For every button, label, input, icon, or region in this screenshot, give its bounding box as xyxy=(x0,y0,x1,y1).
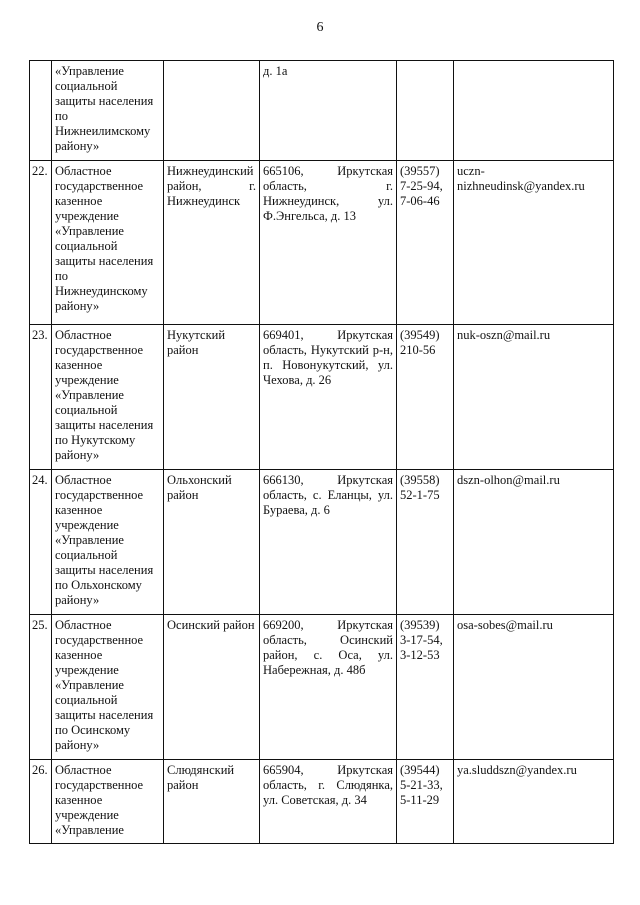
row-number: 26. xyxy=(30,760,52,844)
address: 666130, Иркутская область, с. Еланцы, ул. Бураева, д. 6 xyxy=(260,470,397,615)
district: Ольхонский район xyxy=(164,470,260,615)
address: 669200, Иркутская область, Осинский район, с. Оса, ул. Набережная, д. 48б xyxy=(260,615,397,760)
organization-name: Областное государственное казенное учреждение «Управление социальной защиты населения по Ольхонскому району» xyxy=(52,470,164,615)
row-number xyxy=(30,61,52,161)
district: Нукутский район xyxy=(164,325,260,470)
phone: (39544) 5-21-33, 5-11-29 xyxy=(397,760,454,844)
row-number: 23. xyxy=(30,325,52,470)
district xyxy=(164,61,260,161)
address: д. 1а xyxy=(260,61,397,161)
phone: (39549) 210-56 xyxy=(397,325,454,470)
district: Осинский район xyxy=(164,615,260,760)
email: nuk-oszn@mail.ru xyxy=(454,325,614,470)
district: Слюдянский район xyxy=(164,760,260,844)
table-row xyxy=(30,615,614,760)
organization-name: Областное государственное казенное учреждение «Управление социальной защиты населения по Нукутскому району» xyxy=(52,325,164,470)
organization-name: Областное государственное казенное учреждение «Управление социальной защиты населения по Нижнеудинскому району» xyxy=(52,161,164,325)
organization-name: «Управление социальной защиты населения по Нижнеилимскому району» xyxy=(52,61,164,161)
table-row xyxy=(30,325,614,470)
page-number: 6 xyxy=(316,20,324,35)
email: dszn-olhon@mail.ru xyxy=(454,470,614,615)
row-number: 22. xyxy=(30,161,52,325)
district: Нижнеудинский район, г. Нижнеудинск xyxy=(164,161,260,325)
table-row xyxy=(30,760,614,844)
address: 665904, Иркутская область, г. Слюдянка, ул. Советская, д. 34 xyxy=(260,760,397,844)
address: 669401, Иркутская область, Нукутский р-н, п. Новонукутский, ул. Чехова, д. 26 xyxy=(260,325,397,470)
agencies-table xyxy=(29,60,614,844)
email: ya.sluddszn@yandex.ru xyxy=(454,760,614,844)
row-number: 24. xyxy=(30,470,52,615)
phone: (39558) 52-1-75 xyxy=(397,470,454,615)
organization-name: Областное государственное казенное учреждение «Управление xyxy=(52,760,164,844)
row-number: 25. xyxy=(30,615,52,760)
organization-name: Областное государственное казенное учреждение «Управление социальной защиты населения по Осинскому району» xyxy=(52,615,164,760)
email xyxy=(454,61,614,161)
table-row xyxy=(30,161,614,325)
phone: (39539) 3-17-54, 3-12-53 xyxy=(397,615,454,760)
phone: (39557) 7-25-94, 7-06-46 xyxy=(397,161,454,325)
email: uczn-nizhneudinsk@yandex.ru xyxy=(454,161,614,325)
table-row xyxy=(30,470,614,615)
email: osa-sobes@mail.ru xyxy=(454,615,614,760)
address: 665106, Иркутская область, г. Нижнеудинск, ул. Ф.Энгельса, д. 13 xyxy=(260,161,397,325)
phone xyxy=(397,61,454,161)
table-row xyxy=(30,61,614,161)
